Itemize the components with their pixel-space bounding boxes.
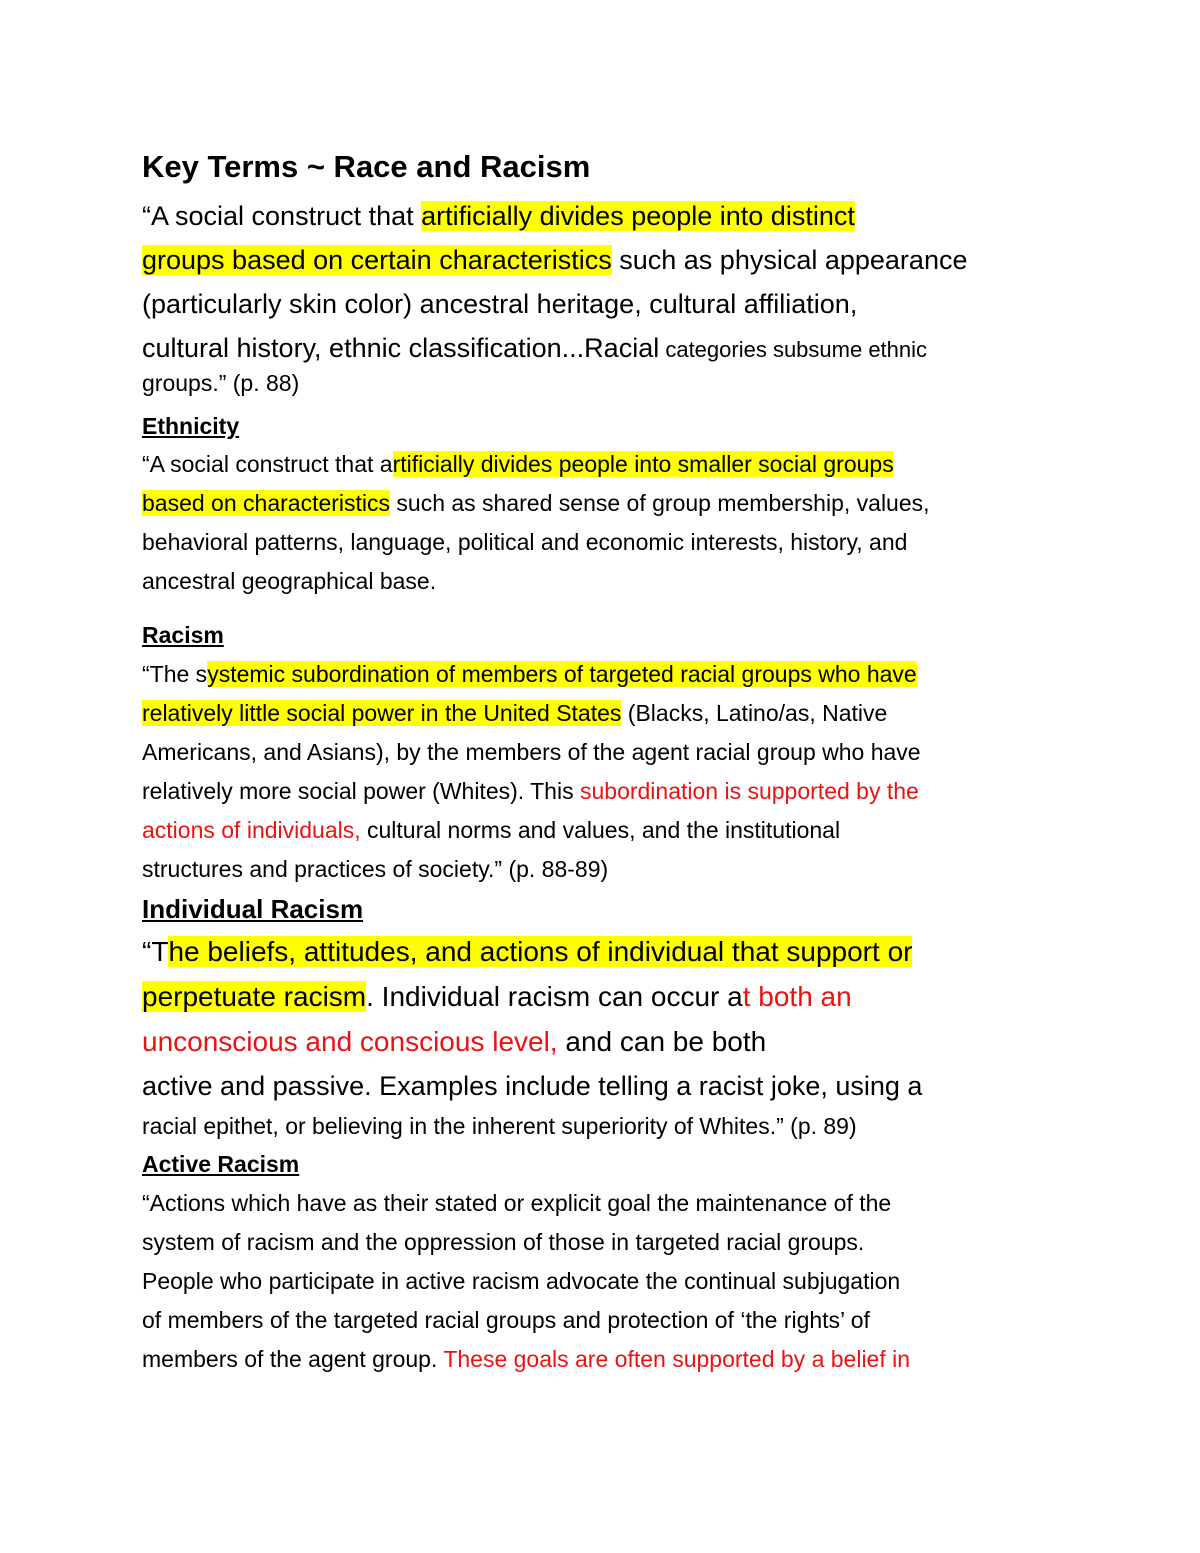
text-run: “A social construct that [142, 201, 422, 231]
ethnicity-line-2 [142, 484, 930, 522]
race-definition-line-2 [142, 238, 967, 282]
active-racism-line-3: People who participate in active racism advocate the continual subjugation [142, 1268, 901, 1294]
racism-line-1 [142, 655, 917, 693]
individual-racism-line-3 [142, 1020, 766, 1064]
racism-line-6: structures and practices of society.” (p. 88-89) [142, 856, 609, 882]
race-definition-line-5: groups.” (p. 88) [142, 370, 300, 396]
active-racism-line-1: “Actions which have as their stated or explicit goal the maintenance of the [142, 1190, 892, 1216]
text-run: (Blacks, Latino/as, Native [621, 700, 888, 726]
highlighted-text: artificially divides people into distinct [421, 201, 855, 231]
race-definition-line-3: (particularly skin color) ancestral heritage, cultural affiliation, [142, 289, 858, 319]
ethnicity-line-3: behavioral patterns, language, political and economic interests, history, and [142, 529, 908, 555]
individual-racism-line-4: active and passive. Examples include telling a racist joke, using a [142, 1071, 923, 1101]
highlighted-text: based on characteristics [142, 490, 391, 516]
ethnicity-heading: Ethnicity [142, 413, 240, 439]
red-emphasis-text: actions of individuals, [142, 817, 361, 843]
highlighted-text: perpetuate racism [142, 981, 367, 1012]
text-run: and can be both [557, 1026, 767, 1057]
text-run: “T [142, 936, 169, 967]
active-racism-line-5 [142, 1340, 910, 1378]
active-racism-heading: Active Racism [142, 1151, 300, 1177]
text-run: “The s [142, 661, 208, 687]
highlighted-text: groups based on certain characteristics [142, 245, 612, 275]
highlighted-text: he beliefs, attitudes, and actions of individual that support or [168, 936, 913, 967]
racism-line-3: Americans, and Asians), by the members of the agent racial group who have [142, 739, 921, 765]
text-run: such as physical appearance [611, 245, 968, 275]
highlighted-text: ystemic subordination of members of targeted racial groups who have [207, 661, 917, 687]
text-run: “A social construct that a [142, 451, 393, 477]
active-racism-line-4: of members of the targeted racial groups and protection of ‘the rights’ of [142, 1307, 870, 1333]
page-title: Key Terms ~ Race and Racism [142, 149, 591, 184]
active-racism-line-2: system of racism and the oppression of those in targeted racial groups. [142, 1229, 865, 1255]
text-run: cultural history, ethnic classification...Racial [142, 333, 660, 363]
individual-racism-heading: Individual Racism [142, 894, 364, 924]
text-run: cultural norms and values, and the institutional [360, 817, 841, 843]
text-run: . Individual racism can occur a [366, 981, 743, 1012]
individual-racism-line-5: racial epithet, or believing in the inherent superiority of Whites.” (p. 89) [142, 1113, 857, 1139]
ethnicity-line-4: ancestral geographical base. [142, 568, 437, 594]
individual-racism-line-1 [142, 930, 912, 974]
racism-line-2 [142, 694, 887, 732]
highlighted-text: rtificially divides people into smaller social groups [392, 451, 894, 477]
racism-line-4 [142, 772, 919, 810]
red-emphasis-text: subordination is supported by the [579, 778, 919, 804]
text-run: categories subsume ethnic [659, 337, 928, 362]
red-emphasis-text: These goals are often supported by a belief in [443, 1346, 911, 1372]
individual-racism-line-2 [142, 975, 852, 1019]
text-run: relatively more social power (Whites). This [142, 778, 580, 804]
highlighted-text: relatively little social power in the United States [142, 700, 622, 726]
text-run: such as shared sense of group membership, values, [390, 490, 930, 516]
text-run: members of the agent group. [142, 1346, 444, 1372]
ethnicity-line-1 [142, 445, 894, 483]
racism-heading: Racism [142, 622, 224, 648]
racism-line-5 [142, 811, 840, 849]
race-definition-line-1 [142, 194, 855, 238]
red-emphasis-text: t both an [742, 981, 852, 1012]
red-emphasis-text: unconscious and conscious level, [142, 1026, 558, 1057]
